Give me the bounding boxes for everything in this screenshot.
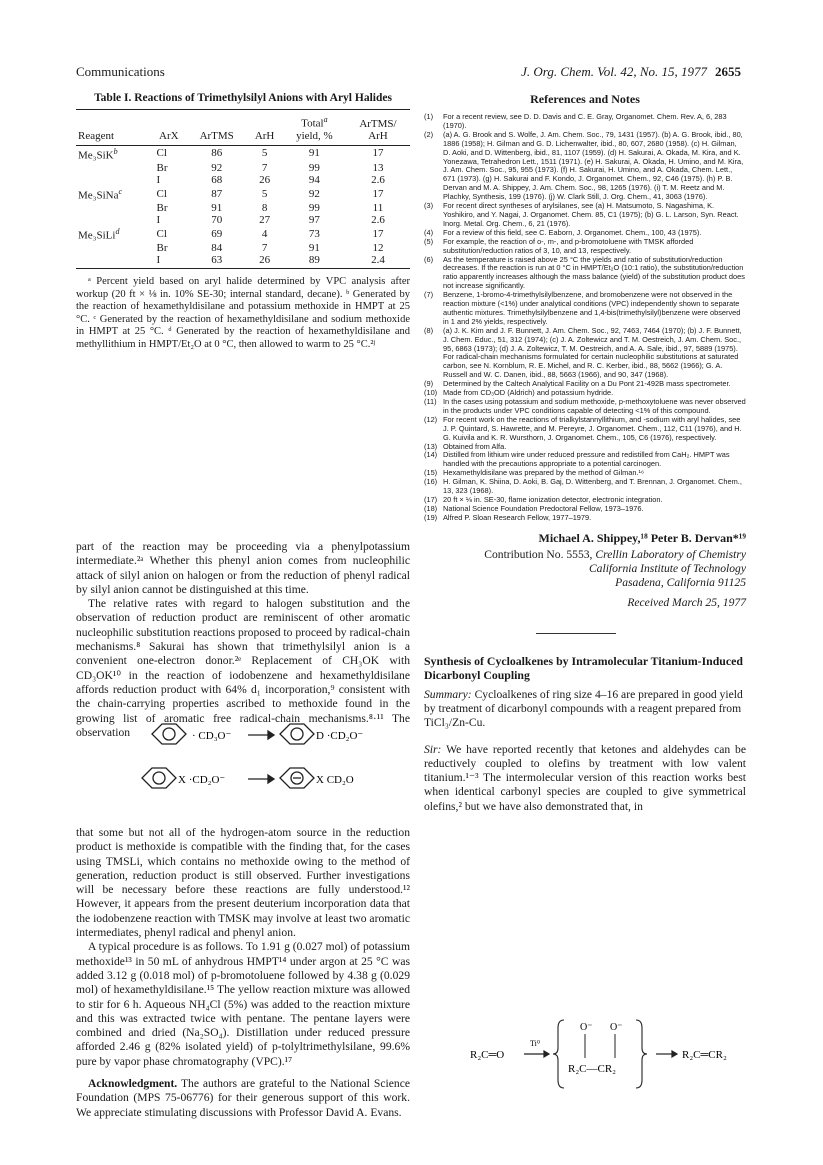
reference-text: For example, the reaction of o-, m-, and p-bromotoluene with TMSK afforded substitution/reduction ratios of 3, 10, and 13, respectively.	[443, 236, 694, 255]
reference-number: (13)	[424, 441, 438, 451]
reference-item	[424, 256, 746, 292]
reference-item	[424, 451, 746, 469]
paragraph: that some but not all of the hydrogen-atom source in the reduction product is methoxide is compatible with the finding that, for the cases using TMSLi, which contains no methoxide owing to the method of generation, reduction product is still observed. Further investigations will be necessary before these reactions are fully understood.¹² However, it appears from the present deuterium incorporation data that the iodobenzene reaction with TMSK may involve at least two aromatic intermediates, phenyl radical and phenyl anion.	[76, 826, 410, 940]
reference-number: (1)	[424, 112, 434, 121]
ratio-cell: 2.4	[346, 254, 410, 269]
article-title: Synthesis of Cycloalkenes by Intramolecular Titanium-Induced Dicarbonyl Coupling	[424, 653, 743, 682]
reaction-arrow-icon	[656, 1051, 677, 1057]
total-yield-cell: 99	[308, 161, 320, 174]
arh-cell: 26	[246, 254, 283, 269]
arx-cell: Cl	[156, 187, 167, 200]
journal-header	[521, 64, 741, 80]
reference-item	[424, 398, 746, 416]
reagent-cell: Me₃SiK$^b$	[78, 146, 118, 162]
reagent-cell: Me₃SiLi$^d$	[78, 227, 120, 242]
reference-text: Made from CD₃OD (Aldrich) and potassium hydride.	[443, 388, 614, 398]
arx-cell: Br	[156, 161, 168, 174]
total-yield-cell: 97	[308, 213, 320, 226]
radical-chain-scheme	[140, 716, 420, 796]
paragraph: A typical procedure is as follows. To 1.91 g (0.027 mol) of potassium methoxide¹³ in 50 mL of anhydrous HMPT¹⁴ under argon at 25 °C was added 3.12 g (0.018 mol) of p-bromotoluene followed by 4.38 g (0.029 mol) of hexamethyldisilane.¹⁵ The yellow reaction mixture was allowed to stir for 6 h. Aqueous NH₄Cl (5%) was added to the reaction mixture and this was extracted twice with pentane. The pentane layers were combined and dried (Na₂SO₄). Distillation under reduced pressure afforded 2.46 g (82% isolated yield) of p-tolyltrimethylsilane, 99.6% pure by vapor phase chromatography (VPC).¹⁷	[76, 940, 410, 1068]
scheme-oxide-2: O⁻	[610, 1022, 623, 1033]
author-names: Michael A. Shippey,¹⁸ Peter B. Dervan*¹⁹	[538, 530, 746, 545]
arx-cell: Cl	[156, 228, 167, 241]
reference-text: For recent direct syntheses of arylsilanes, see (a) H. Matsumoto, S. Nagashima, K. Yoshikiro, and Y. Nagai, J. Organomet. Chem. 85, C1 (1975); (b) G. L. Larson, Syn. React. Inorg. Metal. Org. Chem., 6, 21 (1976).	[443, 201, 739, 228]
reference-number: (6)	[424, 254, 434, 264]
ratio-cell: 17	[372, 187, 384, 200]
reference-text: For recent work on the reactions of trialkylstannyllithium, and -sodium with aryl halides, see J. P. Quintard, S. Hawrette, and M. Pereyre, J. Organomet. Chem., 112, C11 (1976), and H. G. Kuivila and K. R. Wursthorn, J. Organomet. Chem., 105, C6 (1976), respectively.	[443, 414, 742, 442]
scheme-r2-right: X CD₂O	[316, 774, 354, 786]
scheme-intermediate: R₂C—CR₂	[568, 1063, 617, 1075]
ratio-cell: 2.6	[371, 213, 385, 226]
reagent-cell	[76, 202, 151, 214]
reaction-arrow-icon	[248, 731, 274, 739]
reaction-arrow-icon	[524, 1051, 549, 1057]
col-header-total: Total$^a$	[283, 110, 346, 130]
table-row	[76, 174, 410, 186]
reaction-arrow-icon	[248, 775, 274, 783]
reference-text: Hexamethyldisilane was prepared by the method of Gilman.¹⁶	[443, 468, 645, 478]
reference-text: Alfred P. Sloan Research Fellow, 1977–1979.	[443, 512, 592, 522]
reference-text: Benzene, 1-bromo-4-trimethylsilylbenzene, and bromobenzene were not observed in the reaction mixture (<1%) under analytical conditions (VPC) independently shown to separate authentic mixtures. Trimethylsilylbenzene and 1,4-bis(trimethylsilyl)benzene were observed in 1 and 2% yields, respectively.	[443, 290, 741, 326]
table-row	[76, 214, 410, 226]
table-row	[76, 242, 410, 254]
col-header-ratio-2: ArH	[346, 130, 410, 146]
reactions-table	[76, 109, 410, 269]
coupling-scheme	[464, 1014, 744, 1090]
total-yield-cell: 91	[308, 242, 320, 255]
arh-cell: 27	[259, 213, 271, 226]
reagent-cell	[76, 162, 151, 174]
benzene-ring-icon	[152, 724, 186, 744]
journal-citation: J. Org. Chem. Vol. 42, No. 15, 1977	[521, 64, 707, 79]
sir-label: Sir:	[424, 742, 442, 756]
section-divider	[536, 633, 616, 634]
total-yield-cell: 92	[308, 187, 320, 200]
received-date: Received March 25, 1977	[627, 595, 746, 609]
scheme-product: R₂C═CR₂	[682, 1049, 727, 1061]
col-header-arx: ArX	[151, 130, 188, 146]
reference-item	[424, 416, 746, 443]
article-summary	[424, 688, 746, 731]
right-column	[424, 92, 746, 814]
reference-number: (8)	[424, 325, 434, 335]
col-header-ratio: ArTMS/	[346, 110, 410, 130]
arh-cell: 7	[261, 161, 268, 174]
scheme-r1-right: D ·CD₂O⁻	[316, 730, 364, 742]
reference-item	[424, 291, 746, 327]
ratio-cell: 17	[372, 228, 384, 241]
ratio-cell: 11	[372, 201, 384, 214]
body-block-2	[76, 826, 410, 1120]
scheme-r2-left: X ·CD₂O⁻	[178, 774, 226, 786]
table-row	[76, 145, 410, 161]
sir-text: We have reported recently that ketones and aldehydes can be reductively coupled to olefins by treatment with low valent titanium.¹⁻³ The intermolecular version of this reaction works best when identical carbonyl species are coupled to give symmetrical olefins,² but we have also demonstrated that, in	[424, 742, 746, 813]
bond-lines	[585, 1034, 615, 1058]
arh-cell: 5	[261, 147, 268, 160]
reference-number: (2)	[424, 129, 434, 139]
benzene-anion-ring-icon	[280, 768, 314, 788]
table-row	[76, 202, 410, 214]
reference-item	[424, 327, 746, 380]
arh-cell: 8	[261, 201, 268, 214]
col-header-reagent: Reagent	[76, 130, 151, 146]
reference-text: National Science Foundation Predoctoral Fellow, 1973–1976.	[443, 503, 644, 513]
table-footnote: ᵃ Percent yield based on aryl halide determined by VPC analysis after workup (20 ft × ⅛ in. 10% SE-30; internal standard, decane). ᵇ Generated by the reaction of hexamethyldisilane and potassium methoxide in HMPT at 25 °C. ᶜ Generated by the reaction of hexamethyldisilane and sodium methoxide in HMPT at 25 °C. ᵈ Generated by the reaction of hexamethyldisilane and methyllithium in HMPT/Et₂O at 0 °C, then allowed to warm to 25 °C.²ʲ	[76, 276, 410, 350]
acknowledgment	[76, 1077, 410, 1120]
reference-text: As the temperature is raised above 25 °C the yields and ratio of substitution/reduction decreases. If the reaction is run at 0 °C in HMPT/Et₂O (10:1 ratio), the substitution/reduction ratio apparently increases although the mass balance (yield) of the substitution product does not increase significantly.	[443, 254, 745, 291]
references-title: References and Notes	[530, 92, 640, 106]
ratio-cell: 13	[372, 161, 384, 174]
col-header-total-2: yield, %	[283, 130, 346, 146]
arx-cell: I	[156, 173, 161, 186]
body-block-1	[76, 540, 410, 740]
total-yield-cell: 94	[308, 173, 320, 186]
ratio-cell: 12	[372, 242, 384, 255]
ratio-cell: 2.6	[371, 173, 385, 186]
table-row	[76, 254, 410, 269]
total-yield-cell: 89	[283, 254, 346, 269]
col-header-arh: ArH	[246, 130, 283, 146]
left-column	[76, 92, 410, 1119]
reference-item	[424, 113, 746, 131]
scheme-reagent: Ti⁰	[530, 1039, 541, 1048]
reference-text: 20 ft × ⅛ in. SE-30, flame ionization detector, electronic integration.	[443, 494, 663, 504]
scheme-reactant: R₂C═O	[470, 1049, 505, 1061]
reference-number: (7)	[424, 290, 434, 300]
arx-cell: Br	[156, 201, 168, 214]
reference-number: (15)	[424, 468, 438, 478]
total-yield-cell: 73	[308, 228, 320, 241]
acknowledgment-text: The authors are grateful to the National Science Foundation (MPS 75-06776) for their generous support of this work. We appreciate stimulating discussions with Professor David A. Evans.	[76, 1077, 410, 1119]
artms-cell: 87	[211, 187, 223, 200]
reagent-cell	[76, 214, 151, 226]
arh-cell: 7	[261, 242, 268, 255]
author-affiliation: Contribution No. 5553, Crellin Laboratory of Chemistry California Institute of Technology Pasadena, California 91125	[484, 547, 746, 589]
arh-cell: 4	[261, 228, 268, 241]
article-body	[424, 743, 746, 814]
reference-text: In the cases using potassium and sodium methoxide, p-methoxytoluene was never observed in the products under VPC conditions capable of detecting <1% of this compound.	[443, 397, 746, 415]
brace-right-icon	[636, 1020, 647, 1088]
reference-text: (a) A. G. Brook and S. Wolfe, J. Am. Chem. Soc., 79, 1431 (1957). (b) A. G. Brook, ibid., 80, 1886 (1958); H. Gilman and G. D. Lichenwalter, ibid., 80, 607, 2680 (1958). (c) H. Gilman, D. Aoki, and D. Wittenberg, ibid., 81, 1107 (1959). (d) H. Sakurai, A. Okada, M. Kira, and K. Yonezawa, Tetrahedron Lett., 1511 (1971). (e) H. Sakurai, A. Okada, H. Umino, and M. Kira, J. Am. Chem. Soc., 95, 955 (1973). (f) H. Sakurai, H. Umino, and A. Okada, Chem. Lett., 671 (1973). (g) H. Sakurai and F. Kondo, J. Organomet. Chem., 92, C46 (1975). (h) P. B. Dervan and M. A. Shippey, J. Am. Chem. Soc., 98, 1265 (1976). (i) T. M. Reetz and M. Plachky, Synthesis, 199 (1976). (j) W. Clark Still, J. Org. Chem., 41, 3063 (1976).	[443, 129, 744, 202]
page-number: 2655	[715, 64, 741, 79]
summary-text: Cycloalkenes of ring size 4–16 are prepared in good yield by treatment of dicarbonyl compounds with a reagent prepared from TiCl₃/Zn-Cu.	[424, 687, 743, 730]
reference-text: Distilled from lithium wire under reduced pressure and redistilled from CaH₂. HMPT was handled with the precautions appropriate to a potential carcinogen.	[443, 450, 730, 469]
reference-text: H. Gilman, K. Shiina, D. Aoki, B. Gaj, D. Wittenberg, and T. Brennan, J. Organomet. Chem., 13, 323 (1968).	[443, 477, 742, 496]
scheme-oxide-1: O⁻	[580, 1022, 593, 1033]
reference-number: (19)	[424, 512, 438, 522]
reagent-cell	[76, 254, 151, 269]
acknowledgment-label: Acknowledgment.	[88, 1077, 178, 1091]
reference-text: Determined by the Caltech Analytical Facility on a Du Pont 21-492B mass spectrometer.	[443, 379, 731, 389]
ratio-cell: 17	[372, 147, 384, 160]
reference-item	[424, 131, 746, 202]
reagent-cell	[76, 174, 151, 186]
reference-text: Obtained from Alfa.	[443, 441, 507, 451]
references-list	[424, 113, 746, 523]
arh-cell: 26	[259, 173, 271, 186]
arh-cell: 5	[261, 187, 268, 200]
benzene-ring-icon	[280, 724, 314, 744]
arx-cell: Br	[156, 242, 168, 255]
reference-number: (11)	[424, 397, 437, 406]
artms-cell: 86	[211, 147, 223, 160]
table-label: Table I.	[94, 92, 132, 104]
reference-number: (14)	[424, 450, 438, 460]
paragraph: The relative rates with regard to halogen substitution and the observation of reduction product are reminiscent of other aromatic nucleophilic substitution reactions proposed to proceed by radical-chain mechanisms.⁸ Sakurai has shown that trimethylsilyl anion is a convenient one-electron donor.²ᵉ Replacement of CH₃OK with CD₃OK¹⁰ in the reaction of iodobenzene and hexamethyldisilane affords reduction product with 64% d₁ incorporation,⁹ consistent with the chain-carrying properties ascribed to methoxide found in the growing list of aromatic free radical-chain mechanisms.⁸·¹¹ The observation	[76, 597, 410, 739]
reference-number: (4)	[424, 227, 434, 237]
arx-cell: I	[156, 213, 161, 226]
reference-number: (3)	[424, 201, 434, 211]
reference-text: For a review of this field, see C. Eaborn, J. Organomet. Chem., 100, 43 (1975).	[443, 227, 702, 237]
reference-text: (a) J. K. Kim and J. F. Bunnett, J. Am. Chem. Soc., 92, 7463, 7464 (1970); (b) J. F. Bunnett, J. Chem. Educ., 51, 312 (1974); (c) J. A. Zoltewicz and T. M. Oestreich, J. Am. Chem. Soc., 95, 6863 (1973); (d) J. A. Zoltewicz, T. M. Oestreich, and A. A. Sale, ibid., 97, 5889 (1975). For radical-chain mechanisms formulated for certain nucleophilic substitutions at saturated carbon, see N. Kornblum, R. E. Michel, and R. C. Kerber, ibid., 88, 5662 (1966); G. A. Russell and W. C. Danen, ibid., 88, 5663 (1966), and 90, 347 (1968).	[443, 325, 742, 380]
artms-cell: 84	[211, 242, 223, 255]
table-caption: Reactions of Trimethylsilyl Anions with Aryl Halides	[134, 92, 392, 104]
reagent-cell	[76, 242, 151, 254]
total-yield-cell: 99	[308, 201, 320, 214]
brace-left-icon	[553, 1020, 564, 1088]
reference-text: For a recent review, see D. D. Davis and C. E. Gray, Organomet. Chem. Rev. A, 6, 283 (1970).	[443, 112, 727, 130]
artms-cell: 63	[187, 254, 246, 269]
artms-cell: 69	[211, 228, 223, 241]
arx-cell: Cl	[156, 147, 167, 160]
reference-number: (10)	[424, 388, 438, 398]
reference-number: (16)	[424, 477, 438, 487]
reference-number: (12)	[424, 414, 438, 424]
benzene-ring-icon	[142, 768, 176, 788]
contribution-number: Contribution No. 5553,	[484, 547, 593, 561]
artms-cell: 91	[211, 201, 223, 214]
table-row	[76, 186, 410, 202]
reference-item	[424, 238, 746, 256]
scheme-r1-left: · CD₃O⁻	[192, 730, 232, 742]
arx-cell: I	[151, 254, 188, 269]
artms-cell: 68	[211, 173, 223, 186]
summary-label: Summary:	[424, 687, 472, 701]
paragraph: part of the reaction may be proceeding via a phenylpotassium intermediate.²ᵃ Whether this phenyl anion comes from nucleophilic attack of silyl anion on halogen or from the reduction of phenyl radical by silyl anion cannot be distinguished at this time.	[76, 540, 410, 596]
reference-number: (17)	[424, 494, 438, 504]
section-header: Communications	[76, 64, 165, 79]
table-row	[76, 162, 410, 174]
col-header-artms: ArTMS	[187, 130, 246, 146]
reference-number: (5)	[424, 236, 434, 246]
artms-cell: 70	[211, 213, 223, 226]
reference-number: (18)	[424, 503, 438, 513]
reference-item	[424, 202, 746, 229]
artms-cell: 92	[211, 161, 223, 174]
reference-item	[424, 478, 746, 496]
reference-item	[424, 514, 746, 523]
table-title	[76, 92, 410, 105]
reagent-cell: Me₃SiNa$^c$	[78, 186, 123, 202]
reference-number: (9)	[424, 379, 434, 389]
total-yield-cell: 91	[308, 147, 320, 160]
table-row	[76, 226, 410, 242]
